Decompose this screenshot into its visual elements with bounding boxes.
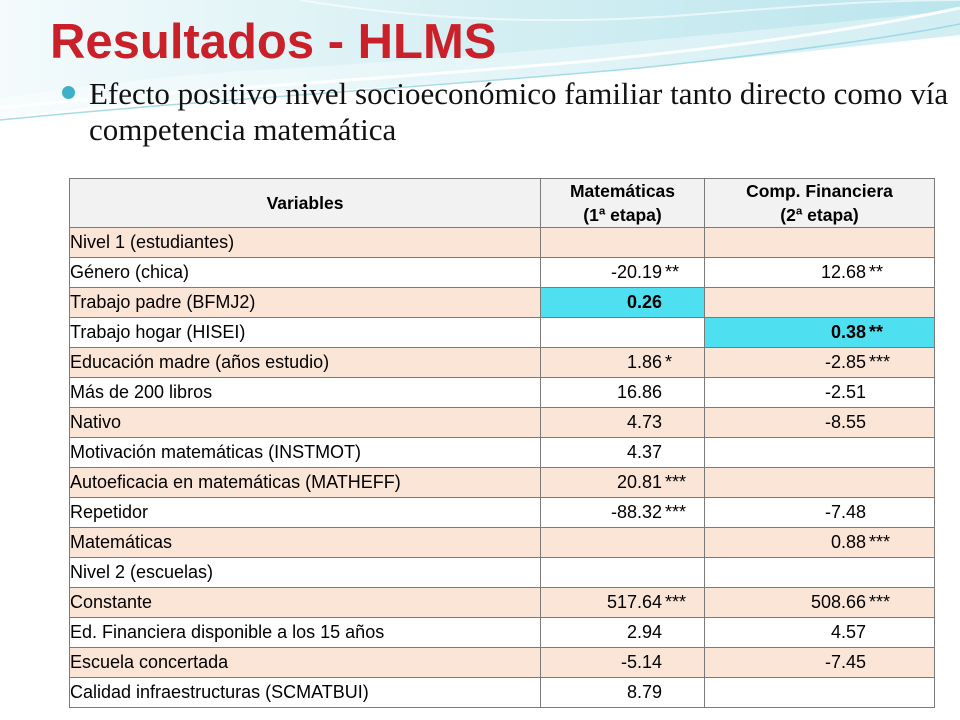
cell-content (541, 618, 704, 647)
comp-financiera-cell (705, 318, 935, 348)
matematicas-cell (541, 588, 705, 618)
variable-label: Nativo (70, 408, 541, 438)
variable-label: Motivación matemáticas (INSTMOT) (70, 438, 541, 468)
significance-stars: *** (869, 532, 891, 552)
significance-stars: *** (665, 472, 687, 492)
cell-content (705, 288, 934, 317)
variable-label: Repetidor (70, 498, 541, 528)
matematicas-cell (541, 468, 705, 498)
significance-stars: *** (869, 592, 891, 612)
cell-content (705, 348, 934, 377)
bullet-icon (62, 86, 75, 99)
header-col1-line2: (1ª etapa) (583, 205, 662, 225)
header-col2-line2: (2ª etapa) (780, 205, 859, 225)
table-row (70, 258, 935, 288)
coefficient-value: 517.64 (606, 592, 662, 612)
matematicas-cell (541, 648, 705, 678)
matematicas-cell (541, 618, 705, 648)
variable-label: Género (chica) (70, 258, 541, 288)
significance-stars: * (665, 352, 673, 372)
comp-financiera-cell (705, 648, 935, 678)
matematicas-cell (541, 288, 705, 318)
coefficient-value: 2.94 (626, 622, 662, 642)
cell-content (705, 528, 934, 557)
variable-label: Escuela concertada (70, 648, 541, 678)
cell-content (541, 588, 704, 617)
coefficient-value: 0.88 (830, 532, 866, 552)
table-row (70, 648, 935, 678)
matematicas-cell (541, 258, 705, 288)
comp-financiera-cell (705, 228, 935, 258)
cell-content (541, 408, 704, 437)
coefficient-value: -8.55 (824, 412, 866, 432)
table-row (70, 438, 935, 468)
cell-content (541, 468, 704, 497)
cell-content (541, 438, 704, 467)
matematicas-cell (541, 498, 705, 528)
comp-financiera-cell (705, 618, 935, 648)
comp-financiera-cell (705, 468, 935, 498)
table-row (70, 618, 935, 648)
coefficient-value: 0.26 (626, 292, 662, 312)
significance-stars: *** (665, 592, 687, 612)
variable-label: Nivel 2 (escuelas) (70, 558, 541, 588)
comp-financiera-cell (705, 258, 935, 288)
comp-financiera-cell (705, 498, 935, 528)
cell-content (541, 498, 704, 527)
cell-content (541, 648, 704, 677)
matematicas-cell (541, 558, 705, 588)
cell-content (705, 408, 934, 437)
table-row (70, 528, 935, 558)
cell-content (541, 318, 704, 347)
comp-financiera-cell (705, 438, 935, 468)
matematicas-cell (541, 228, 705, 258)
cell-content (705, 318, 934, 347)
comp-financiera-cell (705, 288, 935, 318)
comp-financiera-cell (705, 378, 935, 408)
matematicas-cell (541, 528, 705, 558)
variable-label: Educación madre (años estudio) (70, 348, 541, 378)
table-row (70, 348, 935, 378)
matematicas-cell (541, 678, 705, 708)
variable-label: Matemáticas (70, 528, 541, 558)
comp-financiera-cell (705, 558, 935, 588)
coefficient-value: -2.85 (824, 352, 866, 372)
coefficient-value: -88.32 (610, 502, 662, 522)
coefficient-value: 20.81 (616, 472, 662, 492)
table-row (70, 318, 935, 348)
variable-label: Autoeficacia en matemáticas (MATHEFF) (70, 468, 541, 498)
table-row (70, 228, 935, 258)
table-row (70, 468, 935, 498)
cell-content (541, 258, 704, 287)
coefficient-value: 4.57 (830, 622, 866, 642)
header-variables (70, 179, 541, 228)
cell-content (705, 468, 934, 497)
cell-content (705, 678, 934, 707)
variable-label: Nivel 1 (estudiantes) (70, 228, 541, 258)
significance-stars: *** (665, 502, 687, 522)
table-row (70, 408, 935, 438)
comp-financiera-cell (705, 528, 935, 558)
significance-stars: *** (869, 352, 891, 372)
coefficient-value: 12.68 (820, 262, 866, 282)
coefficient-value: -5.14 (620, 652, 662, 672)
table-row (70, 678, 935, 708)
variable-label: Constante (70, 588, 541, 618)
matematicas-cell (541, 348, 705, 378)
header-col1-line1: Matemáticas (569, 181, 676, 201)
variable-label: Más de 200 libros (70, 378, 541, 408)
cell-content (705, 618, 934, 647)
variable-label: Ed. Financiera disponible a los 15 años (70, 618, 541, 648)
cell-content (541, 348, 704, 377)
variable-label: Calidad infraestructuras (SCMATBUI) (70, 678, 541, 708)
cell-content (541, 378, 704, 407)
comp-financiera-cell (705, 588, 935, 618)
matematicas-cell (541, 378, 705, 408)
coefficient-value: 4.37 (626, 442, 662, 462)
table-row (70, 378, 935, 408)
slide-title: Resultados - HLMS (50, 15, 497, 69)
coefficient-value: 0.38 (830, 322, 866, 342)
cell-content (705, 558, 934, 587)
coefficient-value: -7.48 (824, 502, 866, 522)
table-row (70, 558, 935, 588)
bullet-text: Efecto positivo nivel socioeconómico familiar tanto directo como vía competencia matemática (89, 76, 949, 147)
comp-financiera-cell (705, 408, 935, 438)
cell-content (541, 528, 704, 557)
coefficient-value: -7.45 (824, 652, 866, 672)
coefficient-value: 508.66 (810, 592, 866, 612)
matematicas-cell (541, 438, 705, 468)
variable-label: Trabajo padre (BFMJ2) (70, 288, 541, 318)
coefficient-value: -2.51 (824, 382, 866, 402)
significance-stars: ** (665, 262, 680, 282)
comp-financiera-cell (705, 678, 935, 708)
comp-financiera-cell (705, 348, 935, 378)
header-comp-financiera (705, 179, 935, 228)
coefficient-value: 4.73 (626, 412, 662, 432)
cell-content (705, 228, 934, 257)
coefficient-value: -20.19 (610, 262, 662, 282)
header-variables-label: Variables (266, 193, 344, 213)
matematicas-cell (541, 408, 705, 438)
significance-stars: ** (869, 262, 884, 282)
header-col2-line1: Comp. Financiera (746, 181, 893, 201)
table-row (70, 288, 935, 318)
cell-content (705, 648, 934, 677)
table-row (70, 588, 935, 618)
matematicas-cell (541, 318, 705, 348)
variable-label: Trabajo hogar (HISEI) (70, 318, 541, 348)
significance-stars: ** (869, 322, 884, 342)
cell-content (705, 258, 934, 287)
coefficient-value: 1.86 (626, 352, 662, 372)
cell-content (541, 678, 704, 707)
results-table (69, 178, 935, 708)
table-row (70, 498, 935, 528)
cell-content (541, 288, 704, 317)
cell-content (705, 588, 934, 617)
cell-content (541, 228, 704, 257)
cell-content (705, 438, 934, 467)
cell-content (705, 378, 934, 407)
table-header-row (70, 179, 935, 228)
cell-content (541, 558, 704, 587)
coefficient-value: 8.79 (626, 682, 662, 702)
cell-content (705, 498, 934, 527)
header-matematicas (541, 179, 705, 228)
coefficient-value: 16.86 (616, 382, 662, 402)
